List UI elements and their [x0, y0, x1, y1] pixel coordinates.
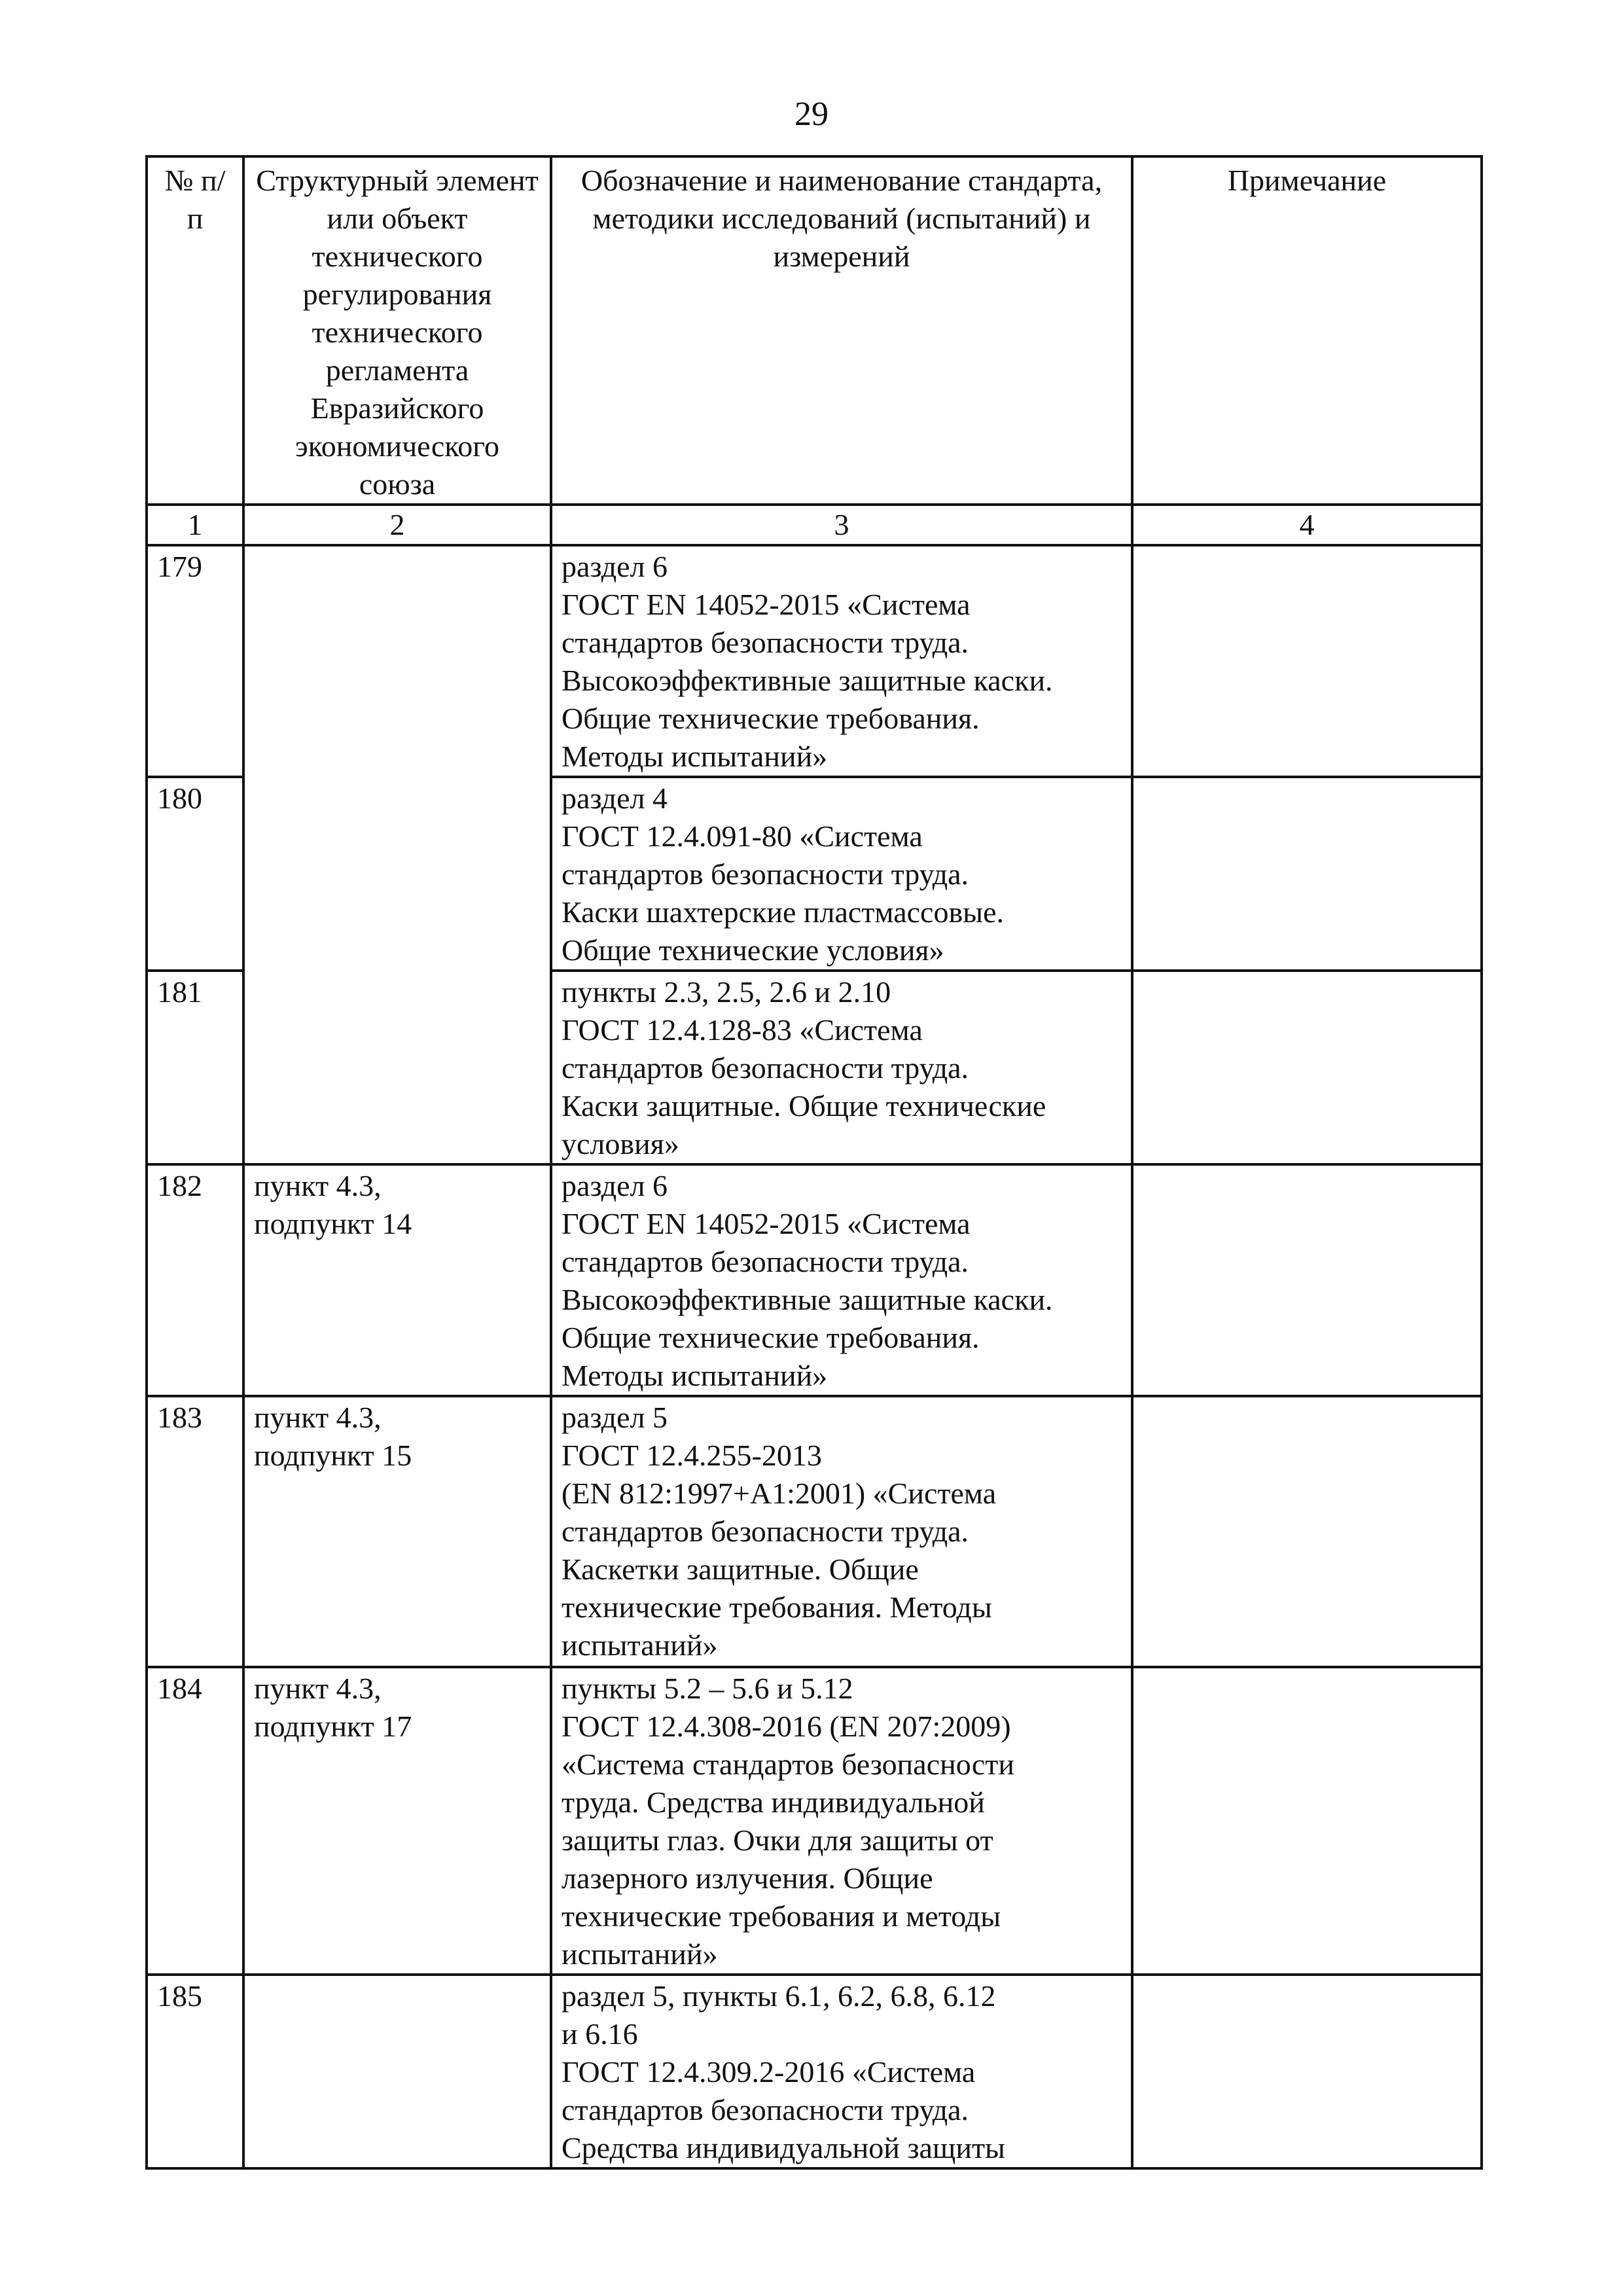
standard-line: Высокоэффективные защитные каски. — [562, 664, 1053, 697]
standard-line: ГОСТ 12.4.308-2016 (EN 207:2009) — [562, 1710, 1011, 1743]
table-row — [147, 545, 1482, 777]
standard-line: Методы испытаний» — [562, 1359, 828, 1392]
standard-cell — [551, 971, 1132, 1164]
note-cell — [1132, 1667, 1482, 1975]
standard-line: ГОСТ 12.4.309.2-2016 «Система — [562, 2055, 976, 2089]
standard-line: стандартов безопасности труда. — [562, 1245, 969, 1278]
column-number: 3 — [551, 505, 1132, 545]
element-line: пункт 4.3, — [254, 1672, 382, 1705]
standard-line: стандартов безопасности труда. — [562, 626, 969, 659]
standard-line: раздел 5 — [562, 1401, 668, 1434]
standard-line: Каски защитные. Общие технические — [562, 1089, 1046, 1122]
standard-line: пункты 5.2 – 5.6 и 5.12 — [562, 1672, 853, 1705]
standard-line: пункты 2.3, 2.5, 2.6 и 2.10 — [562, 975, 891, 1009]
standard-line: стандартов безопасности труда. — [562, 1051, 969, 1085]
standard-line: раздел 5, пункты 6.1, 6.2, 6.8, 6.12 — [562, 1979, 996, 2013]
row-number: 184 — [147, 1667, 243, 1975]
note-cell — [1132, 545, 1482, 777]
standard-line: стандартов безопасности труда. — [562, 2093, 969, 2126]
note-cell — [1132, 1396, 1482, 1667]
page-number: 29 — [794, 96, 829, 133]
element-line: пункт 4.3, — [254, 1169, 382, 1202]
standard-line: раздел 4 — [562, 781, 668, 815]
row-number: 181 — [147, 971, 243, 1164]
header-standard: Обозначение и наименование стандарта, методики исследований (испытаний) и измерений — [551, 156, 1132, 505]
table-row — [147, 1396, 1482, 1667]
standard-line: Каскетки защитные. Общие — [562, 1552, 919, 1586]
standard-line: защиты глаз. Очки для защиты от — [562, 1823, 993, 1857]
standard-line: Общие технические условия» — [562, 933, 944, 967]
row-number: 179 — [147, 545, 243, 777]
standard-line: Средства индивидуальной защиты — [562, 2131, 1005, 2164]
table-row — [147, 1975, 1482, 2168]
element-line: подпункт 14 — [254, 1207, 412, 1240]
structural-element-cell — [243, 1164, 551, 1396]
row-number: 185 — [147, 1975, 243, 2168]
standard-cell — [551, 545, 1132, 777]
row-number: 183 — [147, 1396, 243, 1667]
standards-table — [145, 155, 1483, 2170]
standard-line: «Система стандартов безопасности — [562, 1748, 1015, 1781]
standard-line: Высокоэффективные защитные каски. — [562, 1283, 1053, 1316]
structural-element-cell — [243, 1975, 551, 2168]
standard-line: (EN 812:1997+A1:2001) «Система — [562, 1477, 997, 1510]
header-structural-element: Структурный элемент или объект технического регулирования технического регламента Евразийского экономического союза — [243, 156, 551, 505]
standard-line: и 6.16 — [562, 2017, 638, 2051]
standard-line: ГОСТ EN 14052-2015 «Система — [562, 1207, 971, 1240]
header-note: Примечание — [1132, 156, 1482, 505]
standard-cell — [551, 1667, 1132, 1975]
structural-element-cell — [243, 545, 551, 1164]
standard-line: стандартов безопасности труда. — [562, 1515, 969, 1548]
standard-cell — [551, 777, 1132, 971]
column-numbers-row — [147, 505, 1482, 545]
table-row — [147, 1667, 1482, 1975]
standard-line: ГОСТ 12.4.255-2013 — [562, 1439, 822, 1472]
standard-line: условия» — [562, 1127, 679, 1160]
standard-cell — [551, 1975, 1132, 2168]
element-line: подпункт 17 — [254, 1710, 412, 1743]
standard-line: Методы испытаний» — [562, 740, 828, 773]
standard-line: лазерного излучения. Общие — [562, 1861, 933, 1895]
note-cell — [1132, 1975, 1482, 2168]
note-cell — [1132, 1164, 1482, 1396]
row-number: 180 — [147, 777, 243, 971]
standard-line: труда. Средства индивидуальной — [562, 1785, 985, 1819]
structural-element-cell — [243, 1396, 551, 1667]
standard-line: Общие технические требования. — [562, 1321, 980, 1354]
standard-line: Каски шахтерские пластмассовые. — [562, 895, 1004, 929]
standard-cell — [551, 1396, 1132, 1667]
standard-line: стандартов безопасности труда. — [562, 857, 969, 891]
standard-line: технические требования и методы — [562, 1899, 1001, 1933]
standard-line: раздел 6 — [562, 550, 668, 583]
standard-line: ГОСТ 12.4.128-83 «Система — [562, 1013, 923, 1047]
standard-line: технические требования. Методы — [562, 1590, 992, 1624]
standard-line: испытаний» — [562, 1628, 718, 1662]
standard-cell — [551, 1164, 1132, 1396]
column-number: 1 — [147, 505, 243, 545]
element-line: пункт 4.3, — [254, 1401, 382, 1434]
structural-element-cell — [243, 1667, 551, 1975]
standard-line: ГОСТ 12.4.091-80 «Система — [562, 819, 923, 853]
standard-line: ГОСТ EN 14052-2015 «Система — [562, 588, 971, 621]
row-number: 182 — [147, 1164, 243, 1396]
table-header-row — [147, 156, 1482, 505]
column-number: 2 — [243, 505, 551, 545]
standard-line: испытаний» — [562, 1937, 718, 1971]
standard-line: раздел 6 — [562, 1169, 668, 1202]
table-row — [147, 1164, 1482, 1396]
standard-line: Общие технические требования. — [562, 702, 980, 735]
note-cell — [1132, 971, 1482, 1164]
element-line: подпункт 15 — [254, 1439, 412, 1472]
column-number: 4 — [1132, 505, 1482, 545]
note-cell — [1132, 777, 1482, 971]
header-number: № п/п — [147, 156, 243, 505]
